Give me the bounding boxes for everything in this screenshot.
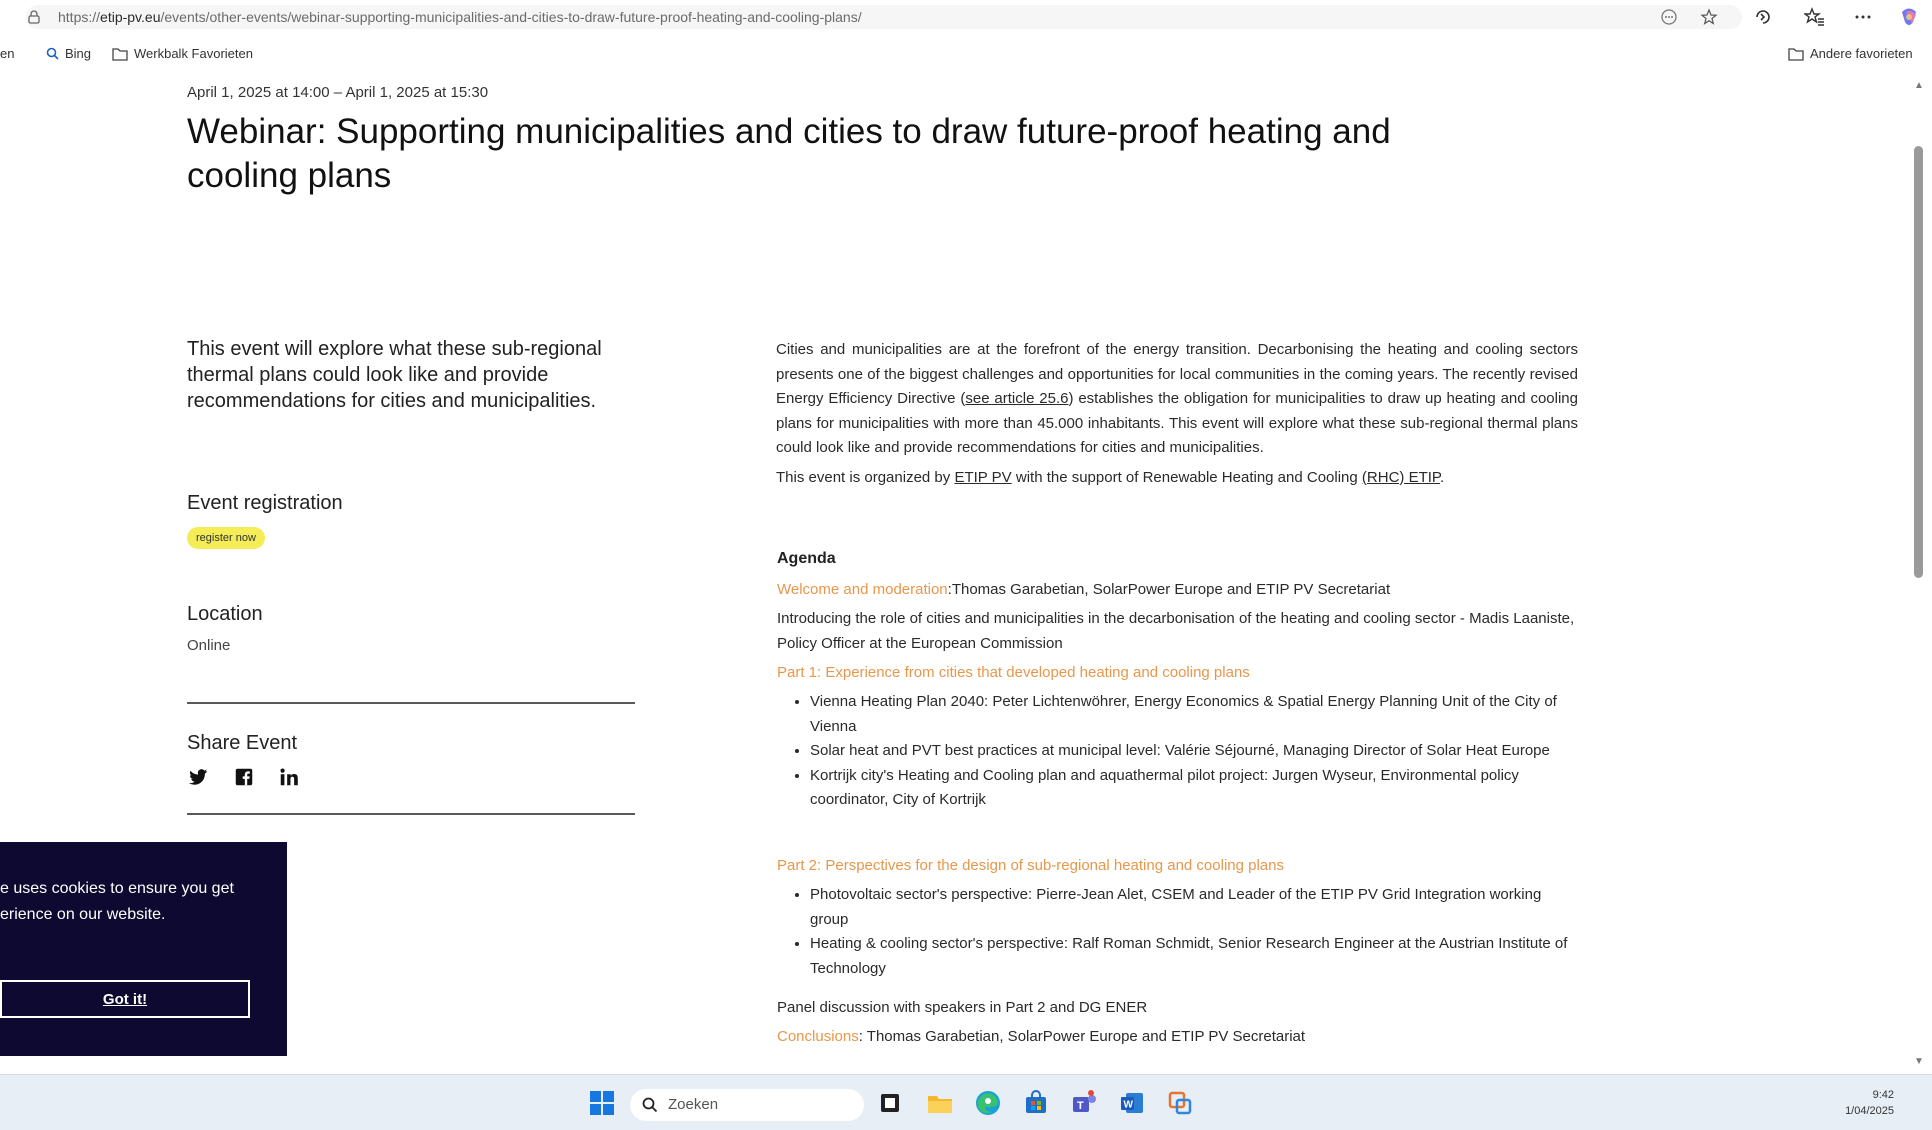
facebook-icon[interactable]: [233, 766, 255, 788]
event-description: [776, 338, 1578, 490]
task-view-icon[interactable]: [876, 1089, 904, 1117]
twitter-icon[interactable]: [187, 766, 209, 788]
url-text[interactable]: https://etip-pv.eu/events/other-events/webinar-supporting-municipalities-and-cities-to-draw-future-proof-heating-and-cooling-plans/: [58, 9, 862, 25]
windows-start-icon[interactable]: [588, 1089, 616, 1117]
registration-heading: Event registration: [187, 492, 343, 514]
taskbar-search-placeholder: Zoeken: [668, 1096, 719, 1113]
location-value: Online: [187, 637, 231, 654]
favorite-item-cut[interactable]: en: [0, 46, 15, 61]
svg-text:T: T: [1077, 1100, 1084, 1112]
scroll-up-arrow-icon[interactable]: ▲: [1914, 80, 1924, 91]
agenda-part2-list: [777, 883, 1577, 981]
favorite-item-bing[interactable]: Bing: [46, 46, 91, 61]
list-item: • Heating & cooling sector's perspective: Ralf Roman Schmidt, Senior Research Engineer at the Austrian Institute of Technology: [810, 932, 1577, 981]
page-scrollbar[interactable]: [1910, 78, 1932, 1074]
agenda-part2-heading: Part 2: Perspectives for the design of sub-regional heating and cooling plans: [777, 857, 1284, 874]
snipping-tool-icon[interactable]: [1166, 1089, 1194, 1117]
cookie-banner: [0, 842, 287, 1056]
list-item: • Kortrijk city's Heating and Cooling plan and aquathermal pilot project: Jurgen Wyseur, Environmental policy coordinator, City of Kortrijk: [810, 764, 1577, 813]
favorite-item-other-folder[interactable]: Andere favorieten: [1788, 46, 1913, 61]
divider: [187, 813, 635, 815]
favorites-bar: [0, 40, 1932, 70]
edge-browser-icon[interactable]: [974, 1089, 1002, 1117]
rhc-etip-link[interactable]: (RHC) ETIP: [1361, 468, 1440, 486]
extensions-icon[interactable]: [1752, 6, 1774, 28]
cookie-message: e uses cookies to ensure you get erience on our website.: [0, 880, 234, 923]
scroll-down-arrow-icon[interactable]: ▼: [1914, 1056, 1924, 1067]
clock-date: 1/04/2025: [1845, 1105, 1894, 1117]
system-clock[interactable]: [1845, 1087, 1894, 1119]
list-item: • Solar heat and PVT best practices at municipal level: Valérie Séjourné, Managing Director of Solar Heat Europe: [810, 739, 1577, 764]
etip-pv-link[interactable]: ETIP PV: [954, 468, 1012, 486]
folder-icon: [112, 47, 128, 61]
favorite-star-icon[interactable]: [1700, 8, 1718, 26]
divider: [187, 702, 635, 704]
address-bar-row: [0, 0, 1932, 34]
cookie-accept-button[interactable]: Got it!: [0, 980, 250, 1018]
article-link[interactable]: see article 25.6: [965, 390, 1069, 407]
register-now-button[interactable]: register now: [187, 527, 265, 549]
favorites-icon[interactable]: [1804, 6, 1826, 28]
page-title: Webinar: Supporting municipalities and cities to draw future-proof heating and cooling plans: [187, 112, 1391, 195]
agenda-part1-heading: Part 1: Experience from cities that developed heating and cooling plans: [777, 664, 1250, 681]
description-paragraph: Cities and municipalities are at the forefront of the energy transition. Decarbonising the heating and cooling sectors presents one of the biggest challenges and opportunities for local communities in the coming years. The recently revised Energy Efficiency Directive (see article 25.6) establishes the obligation for municipalities to draw up heating and cooling plans for municipalities with more than 45.000 inhabitants. This event will explore what these sub-regional thermal plans could look like and provide recommendations for cities and municipalities.: [776, 341, 1578, 456]
favorite-item-toolbar-folder[interactable]: Werkbalk Favorieten: [112, 46, 253, 61]
address-bar[interactable]: [26, 5, 1742, 29]
share-heading: Share Event: [187, 732, 298, 754]
list-item: • Photovoltaic sector's perspective: Pierre-Jean Alet, CSEM and Leader of the ETIP PV Grid Integration working group: [810, 883, 1577, 932]
event-dates: April 1, 2025 at 14:00 – April 1, 2025 at 15:30: [187, 84, 489, 101]
agenda-intro: Introducing the role of cities and municipalities in the decarbonisation of the heating and cooling sector - Madis Laaniste, Policy Officer at the European Commission: [777, 610, 1575, 652]
linkedin-icon[interactable]: [278, 766, 300, 788]
search-icon: [642, 1097, 658, 1113]
organizer-paragraph: This event is organized by ETIP PV with the support of Renewable Heating and Cooling (RHC) ETIP.: [776, 468, 1445, 486]
store-icon[interactable]: [1022, 1089, 1050, 1117]
location-heading: Location: [187, 603, 263, 625]
teams-icon[interactable]: [1070, 1089, 1098, 1117]
agenda-part1-list: [777, 690, 1577, 813]
taskbar-search[interactable]: [630, 1089, 864, 1121]
event-lead: This event will explore what these sub-regional thermal plans could look like and provide recommendations for cities and municipalities.: [187, 338, 602, 412]
agenda-welcome: Welcome and moderation:Thomas Garabetian, SolarPower Europe and ETIP PV Secretariat: [777, 581, 1391, 598]
agenda-conclusions: Conclusions: Thomas Garabetian, SolarPower Europe and ETIP PV Secretariat: [777, 1028, 1306, 1045]
file-explorer-icon[interactable]: [926, 1089, 954, 1117]
folder-icon: [1788, 47, 1804, 61]
search-icon: [46, 47, 59, 60]
word-icon[interactable]: [1118, 1089, 1146, 1117]
site-info-icon[interactable]: [26, 9, 42, 25]
agenda-panel: Panel discussion with speakers in Part 2 and DG ENER: [777, 999, 1148, 1016]
more-options-icon[interactable]: [1852, 6, 1874, 28]
clock-time: 9:42: [1872, 1089, 1894, 1101]
scrollbar-thumb[interactable]: [1914, 146, 1923, 578]
list-item: • Vienna Heating Plan 2040: Peter Lichtenwöhrer, Energy Economics & Spatial Energy Planning Unit of the City of Vienna: [810, 690, 1577, 739]
agenda-heading: Agenda: [777, 550, 836, 567]
copilot-icon[interactable]: [1898, 6, 1920, 28]
taskbar: [0, 1074, 1932, 1130]
svg-text:W: W: [1123, 1099, 1133, 1111]
reading-mode-icon[interactable]: [1660, 8, 1678, 26]
